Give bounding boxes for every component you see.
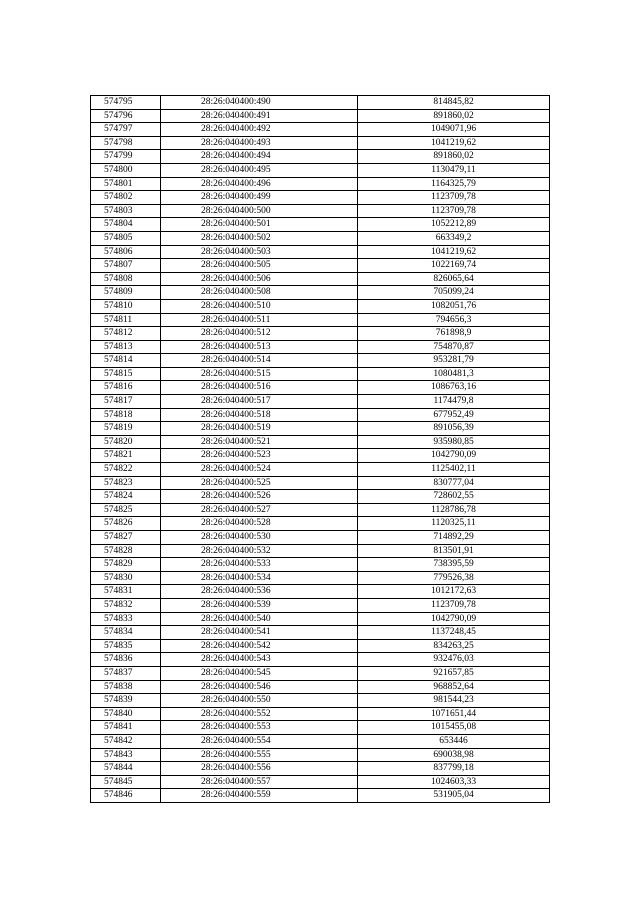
cadastral-value-cell: 677952,49: [358, 408, 550, 422]
row-number-cell: 574807: [91, 259, 161, 273]
table-row: [91, 503, 550, 517]
table-row: [91, 694, 550, 708]
row-number-cell: 574836: [91, 653, 161, 667]
table-row: [91, 571, 550, 585]
table-row: [91, 585, 550, 599]
cadastral-number-cell: 28:26:040400:508: [161, 286, 358, 300]
table-row: [91, 435, 550, 449]
cadastral-value-cell: 1164325,79: [358, 177, 550, 191]
table-row: [91, 367, 550, 381]
cadastral-value-cell: 1080481,3: [358, 367, 550, 381]
cadastral-number-cell: 28:26:040400:532: [161, 544, 358, 558]
table-row: [91, 191, 550, 205]
cadastral-number-cell: 28:26:040400:510: [161, 299, 358, 313]
cadastral-value-cell: 935980,85: [358, 435, 550, 449]
cadastral-number-cell: 28:26:040400:518: [161, 408, 358, 422]
row-number-cell: 574842: [91, 734, 161, 748]
table-row: [91, 96, 550, 110]
table-body: [91, 96, 550, 803]
table-row: [91, 123, 550, 137]
cadastral-number-cell: 28:26:040400:493: [161, 136, 358, 150]
table-row: [91, 272, 550, 286]
table-row: [91, 517, 550, 531]
row-number-cell: 574828: [91, 544, 161, 558]
row-number-cell: 574808: [91, 272, 161, 286]
row-number-cell: 574796: [91, 109, 161, 123]
cadastral-value-cell: 953281,79: [358, 354, 550, 368]
cadastral-number-cell: 28:26:040400:550: [161, 694, 358, 708]
cadastral-value-cell: 690038,98: [358, 748, 550, 762]
row-number-cell: 574822: [91, 463, 161, 477]
table-row: [91, 449, 550, 463]
cadastral-number-cell: 28:26:040400:525: [161, 476, 358, 490]
cadastral-value-cell: 1071651,44: [358, 707, 550, 721]
row-number-cell: 574798: [91, 136, 161, 150]
cadastral-number-cell: 28:26:040400:505: [161, 259, 358, 273]
cadastral-value-cell: 968852,64: [358, 680, 550, 694]
table-row: [91, 245, 550, 259]
row-number-cell: 574839: [91, 694, 161, 708]
cadastral-number-cell: 28:26:040400:502: [161, 231, 358, 245]
row-number-cell: 574812: [91, 327, 161, 341]
cadastral-number-cell: 28:26:040400:516: [161, 381, 358, 395]
cadastral-number-cell: 28:26:040400:515: [161, 367, 358, 381]
row-number-cell: 574818: [91, 408, 161, 422]
row-number-cell: 574814: [91, 354, 161, 368]
cadastral-value-cell: 932476,03: [358, 653, 550, 667]
cadastral-number-cell: 28:26:040400:503: [161, 245, 358, 259]
row-number-cell: 574826: [91, 517, 161, 531]
cadastral-value-cell: 834263,25: [358, 639, 550, 653]
row-number-cell: 574838: [91, 680, 161, 694]
cadastral-value-cell: 1174479,8: [358, 395, 550, 409]
cadastral-value-cell: 663349,2: [358, 231, 550, 245]
row-number-cell: 574840: [91, 707, 161, 721]
cadastral-value-cell: 1015455,08: [358, 721, 550, 735]
table-row: [91, 259, 550, 273]
table-row: [91, 395, 550, 409]
cadastral-number-cell: 28:26:040400:545: [161, 666, 358, 680]
cadastral-number-cell: 28:26:040400:514: [161, 354, 358, 368]
cadastral-number-cell: 28:26:040400:553: [161, 721, 358, 735]
cadastral-value-cell: 826065,64: [358, 272, 550, 286]
cadastral-value-cell: 1012172,63: [358, 585, 550, 599]
row-number-cell: 574799: [91, 150, 161, 164]
cadastral-value-cell: 754870,87: [358, 340, 550, 354]
table-row: [91, 612, 550, 626]
table-row: [91, 721, 550, 735]
cadastral-number-cell: 28:26:040400:500: [161, 204, 358, 218]
cadastral-value-cell: 1123709,78: [358, 598, 550, 612]
cadastral-number-cell: 28:26:040400:506: [161, 272, 358, 286]
cadastral-number-cell: 28:26:040400:490: [161, 96, 358, 110]
cadastral-value-cell: 814845,82: [358, 96, 550, 110]
table-row: [91, 558, 550, 572]
table-row: [91, 299, 550, 313]
cadastral-value-cell: 830777,04: [358, 476, 550, 490]
row-number-cell: 574815: [91, 367, 161, 381]
table-row: [91, 177, 550, 191]
row-number-cell: 574830: [91, 571, 161, 585]
cadastral-value-cell: 1082051,76: [358, 299, 550, 313]
row-number-cell: 574809: [91, 286, 161, 300]
row-number-cell: 574810: [91, 299, 161, 313]
cadastral-value-cell: 1042790,09: [358, 612, 550, 626]
cadastral-number-cell: 28:26:040400:511: [161, 313, 358, 327]
row-number-cell: 574843: [91, 748, 161, 762]
cadastral-number-cell: 28:26:040400:494: [161, 150, 358, 164]
cadastral-value-cell: 891860,02: [358, 150, 550, 164]
row-number-cell: 574833: [91, 612, 161, 626]
table-row: [91, 789, 550, 803]
cadastral-value-cell: 921657,85: [358, 666, 550, 680]
table-row: [91, 422, 550, 436]
row-number-cell: 574829: [91, 558, 161, 572]
table-row: [91, 476, 550, 490]
cadastral-value-cell: 891860,02: [358, 109, 550, 123]
cadastral-value-cell: 1130479,11: [358, 163, 550, 177]
cadastral-value-cell: 891056,39: [358, 422, 550, 436]
cadastral-number-cell: 28:26:040400:555: [161, 748, 358, 762]
table-row: [91, 544, 550, 558]
cadastral-number-cell: 28:26:040400:557: [161, 775, 358, 789]
cadastral-value-cell: 1041219,62: [358, 136, 550, 150]
cadastral-value-cell: 1042790,09: [358, 449, 550, 463]
row-number-cell: 574802: [91, 191, 161, 205]
row-number-cell: 574832: [91, 598, 161, 612]
row-number-cell: 574813: [91, 340, 161, 354]
row-number-cell: 574806: [91, 245, 161, 259]
table-row: [91, 639, 550, 653]
cadastral-number-cell: 28:26:040400:554: [161, 734, 358, 748]
cadastral-value-cell: 1049071,96: [358, 123, 550, 137]
row-number-cell: 574803: [91, 204, 161, 218]
row-number-cell: 574824: [91, 490, 161, 504]
table-row: [91, 109, 550, 123]
cadastral-value-table: [90, 95, 550, 803]
row-number-cell: 574831: [91, 585, 161, 599]
cadastral-value-cell: 794656,3: [358, 313, 550, 327]
row-number-cell: 574797: [91, 123, 161, 137]
table-row: [91, 666, 550, 680]
cadastral-number-cell: 28:26:040400:552: [161, 707, 358, 721]
cadastral-number-cell: 28:26:040400:540: [161, 612, 358, 626]
table-row: [91, 680, 550, 694]
cadastral-value-cell: 705099,24: [358, 286, 550, 300]
cadastral-number-cell: 28:26:040400:527: [161, 503, 358, 517]
table-row: [91, 653, 550, 667]
cadastral-number-cell: 28:26:040400:543: [161, 653, 358, 667]
row-number-cell: 574819: [91, 422, 161, 436]
cadastral-value-cell: 714892,29: [358, 531, 550, 545]
cadastral-number-cell: 28:26:040400:495: [161, 163, 358, 177]
table-row: [91, 286, 550, 300]
table-row: [91, 626, 550, 640]
cadastral-value-cell: 1123709,78: [358, 204, 550, 218]
table-row: [91, 340, 550, 354]
cadastral-value-cell: 531905,04: [358, 789, 550, 803]
table-row: [91, 136, 550, 150]
table-row: [91, 204, 550, 218]
cadastral-value-cell: 1024603,33: [358, 775, 550, 789]
cadastral-number-cell: 28:26:040400:496: [161, 177, 358, 191]
table-row: [91, 381, 550, 395]
cadastral-number-cell: 28:26:040400:536: [161, 585, 358, 599]
table-row: [91, 775, 550, 789]
row-number-cell: 574811: [91, 313, 161, 327]
cadastral-number-cell: 28:26:040400:556: [161, 762, 358, 776]
cadastral-number-cell: 28:26:040400:524: [161, 463, 358, 477]
row-number-cell: 574804: [91, 218, 161, 232]
cadastral-number-cell: 28:26:040400:546: [161, 680, 358, 694]
row-number-cell: 574837: [91, 666, 161, 680]
table-row: [91, 218, 550, 232]
cadastral-number-cell: 28:26:040400:530: [161, 531, 358, 545]
cadastral-number-cell: 28:26:040400:512: [161, 327, 358, 341]
cadastral-number-cell: 28:26:040400:521: [161, 435, 358, 449]
cadastral-value-cell: 837799,18: [358, 762, 550, 776]
table-row: [91, 734, 550, 748]
cadastral-value-cell: 738395,59: [358, 558, 550, 572]
table-row: [91, 463, 550, 477]
cadastral-value-cell: 728602,55: [358, 490, 550, 504]
table-row: [91, 354, 550, 368]
cadastral-number-cell: 28:26:040400:559: [161, 789, 358, 803]
table-row: [91, 231, 550, 245]
cadastral-number-cell: 28:26:040400:528: [161, 517, 358, 531]
cadastral-value-cell: 981544,23: [358, 694, 550, 708]
row-number-cell: 574825: [91, 503, 161, 517]
cadastral-number-cell: 28:26:040400:542: [161, 639, 358, 653]
cadastral-value-cell: 813501,91: [358, 544, 550, 558]
table-row: [91, 327, 550, 341]
cadastral-number-cell: 28:26:040400:533: [161, 558, 358, 572]
cadastral-number-cell: 28:26:040400:519: [161, 422, 358, 436]
row-number-cell: 574834: [91, 626, 161, 640]
table-row: [91, 490, 550, 504]
cadastral-number-cell: 28:26:040400:526: [161, 490, 358, 504]
row-number-cell: 574800: [91, 163, 161, 177]
row-number-cell: 574816: [91, 381, 161, 395]
cadastral-value-cell: 1041219,62: [358, 245, 550, 259]
row-number-cell: 574835: [91, 639, 161, 653]
cadastral-value-cell: 1052212,89: [358, 218, 550, 232]
cadastral-value-cell: 761898,9: [358, 327, 550, 341]
cadastral-number-cell: 28:26:040400:517: [161, 395, 358, 409]
table-row: [91, 598, 550, 612]
cadastral-number-cell: 28:26:040400:492: [161, 123, 358, 137]
cadastral-number-cell: 28:26:040400:539: [161, 598, 358, 612]
cadastral-number-cell: 28:26:040400:523: [161, 449, 358, 463]
row-number-cell: 574841: [91, 721, 161, 735]
table-row: [91, 762, 550, 776]
row-number-cell: 574827: [91, 531, 161, 545]
row-number-cell: 574845: [91, 775, 161, 789]
table-row: [91, 163, 550, 177]
table-row: [91, 313, 550, 327]
cadastral-number-cell: 28:26:040400:513: [161, 340, 358, 354]
cadastral-value-cell: 1137248,45: [358, 626, 550, 640]
row-number-cell: 574821: [91, 449, 161, 463]
row-number-cell: 574801: [91, 177, 161, 191]
cadastral-number-cell: 28:26:040400:501: [161, 218, 358, 232]
cadastral-value-cell: 653446: [358, 734, 550, 748]
row-number-cell: 574805: [91, 231, 161, 245]
row-number-cell: 574823: [91, 476, 161, 490]
cadastral-value-cell: 1128786,78: [358, 503, 550, 517]
cadastral-value-cell: 1022169,74: [358, 259, 550, 273]
cadastral-number-cell: 28:26:040400:534: [161, 571, 358, 585]
row-number-cell: 574795: [91, 96, 161, 110]
cadastral-value-cell: 1123709,78: [358, 191, 550, 205]
row-number-cell: 574844: [91, 762, 161, 776]
cadastral-number-cell: 28:26:040400:491: [161, 109, 358, 123]
table-row: [91, 408, 550, 422]
table-row: [91, 150, 550, 164]
row-number-cell: 574820: [91, 435, 161, 449]
cadastral-number-cell: 28:26:040400:541: [161, 626, 358, 640]
cadastral-number-cell: 28:26:040400:499: [161, 191, 358, 205]
cadastral-value-cell: 779526,38: [358, 571, 550, 585]
row-number-cell: 574817: [91, 395, 161, 409]
table-row: [91, 707, 550, 721]
table-row: [91, 531, 550, 545]
cadastral-value-cell: 1125402,11: [358, 463, 550, 477]
cadastral-value-cell: 1120325,11: [358, 517, 550, 531]
cadastral-value-cell: 1086763,16: [358, 381, 550, 395]
row-number-cell: 574846: [91, 789, 161, 803]
table-row: [91, 748, 550, 762]
